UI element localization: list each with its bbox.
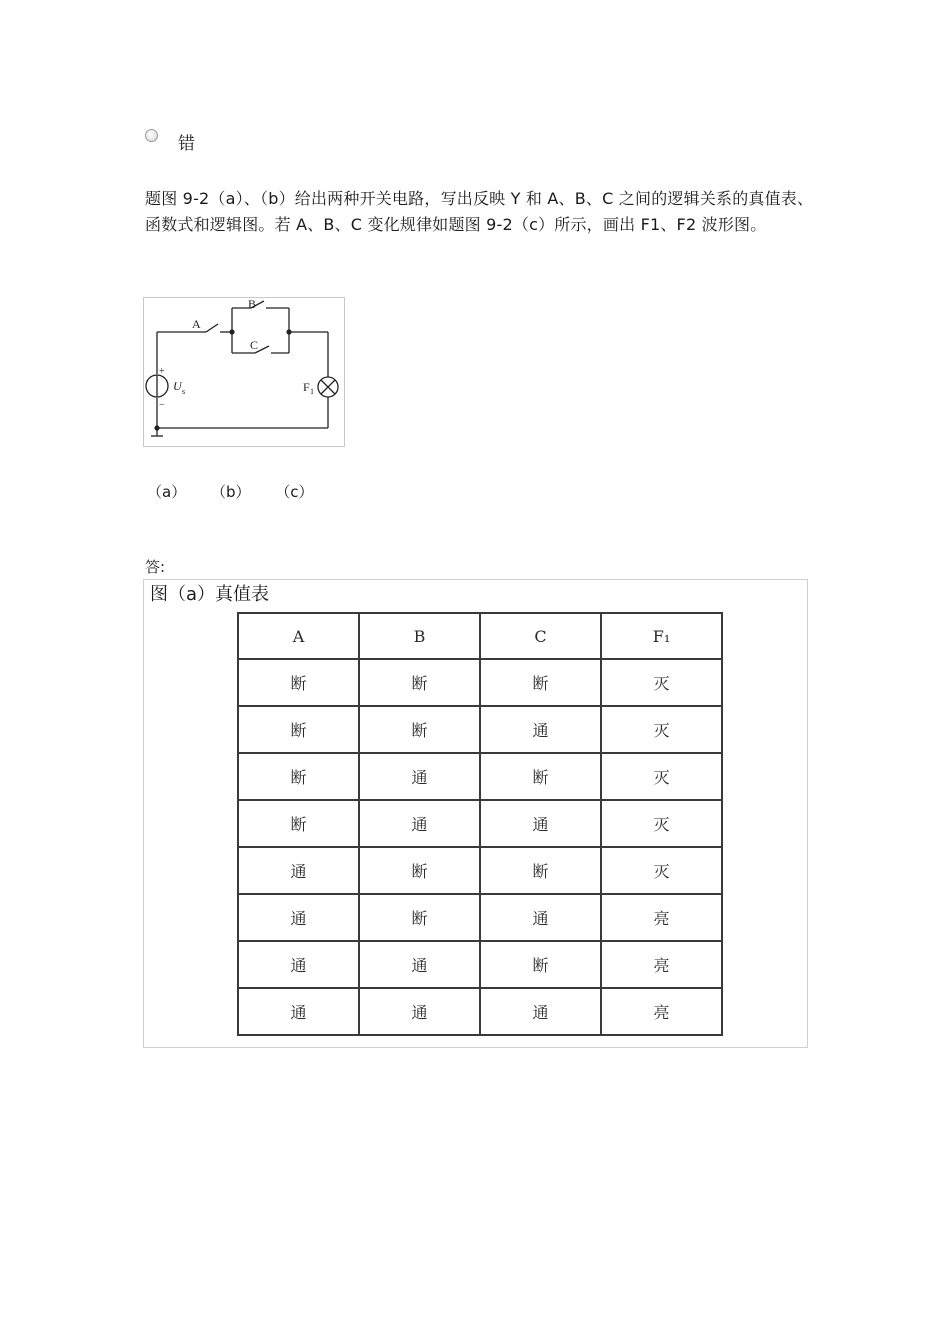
table-cell: 通: [238, 847, 359, 894]
table-cell: 断: [359, 706, 480, 753]
table-cell: 断: [238, 706, 359, 753]
table-cell: 通: [480, 706, 601, 753]
subfigure-label-a: （a）: [147, 483, 187, 501]
label-switch-a: A: [192, 317, 201, 331]
table-cell: 断: [480, 941, 601, 988]
table-cell: 断: [238, 659, 359, 706]
radio-button[interactable]: [145, 129, 158, 142]
table-cell: 断: [359, 659, 480, 706]
table-row: [238, 800, 722, 847]
option-label: 错: [178, 134, 195, 154]
truth-table-title: 图（a）真值表: [150, 584, 270, 605]
table-cell: 通: [238, 988, 359, 1035]
table-cell: 通: [238, 941, 359, 988]
label-lamp: F: [303, 380, 310, 394]
table-cell: 通: [359, 988, 480, 1035]
table-row: [238, 941, 722, 988]
table-cell: 断: [480, 659, 601, 706]
label-plus: +: [159, 366, 165, 377]
table-cell: 断: [359, 847, 480, 894]
table-cell: 亮: [601, 988, 722, 1035]
truth-table-figure: [143, 579, 808, 1048]
table-cell: 断: [359, 894, 480, 941]
table-row: [238, 988, 722, 1035]
table-row: [238, 753, 722, 800]
table-cell: 断: [238, 753, 359, 800]
table-cell: 通: [480, 894, 601, 941]
answer-label: 答:: [145, 558, 166, 576]
table-cell: 通: [238, 894, 359, 941]
table-cell: 通: [480, 800, 601, 847]
table-row: [238, 847, 722, 894]
subfigure-label-b: （b）: [210, 483, 251, 501]
question-text: 题图 9-2（a）、（b）给出两种开关电路，写出反映 Y 和 A、B、C 之间的逻辑关系的真值表、函数式和逻辑图。若 A、B、C 变化规律如题图 9-2（c）所示，画出 F1、F2 波形图。: [145, 189, 814, 234]
circuit-figure: [143, 297, 345, 447]
table-row: [238, 659, 722, 706]
table-cell: 亮: [601, 894, 722, 941]
table-cell: 灭: [601, 847, 722, 894]
table-row: [238, 894, 722, 941]
label-switch-c: C: [250, 338, 259, 352]
table-cell: 灭: [601, 753, 722, 800]
label-minus: −: [159, 400, 165, 411]
label-switch-b: B: [248, 298, 257, 311]
header-cell: C: [480, 613, 601, 659]
label-lamp-sub: 1: [310, 387, 314, 396]
table-cell: 灭: [601, 800, 722, 847]
label-source: U: [173, 379, 182, 393]
table-cell: 灭: [601, 659, 722, 706]
table-cell: 亮: [601, 941, 722, 988]
table-cell: 断: [238, 800, 359, 847]
header-cell: B: [359, 613, 480, 659]
table-row: [238, 706, 722, 753]
subfigure-label-c: （c）: [275, 483, 314, 501]
switch-a: [206, 324, 218, 332]
circuit-diagram: [144, 298, 344, 446]
table-cell: 通: [359, 753, 480, 800]
table-header-row: [238, 613, 722, 659]
subfigure-labels: [147, 481, 334, 502]
table-cell: 通: [359, 800, 480, 847]
table-cell: 灭: [601, 706, 722, 753]
table-cell: 通: [480, 988, 601, 1035]
table-cell: 通: [359, 941, 480, 988]
header-cell: A: [238, 613, 359, 659]
table-cell: 断: [480, 847, 601, 894]
truth-table: [237, 612, 723, 1036]
table-cell: 断: [480, 753, 601, 800]
header-cell: F₁: [601, 613, 722, 659]
label-source-sub: s: [182, 387, 186, 396]
